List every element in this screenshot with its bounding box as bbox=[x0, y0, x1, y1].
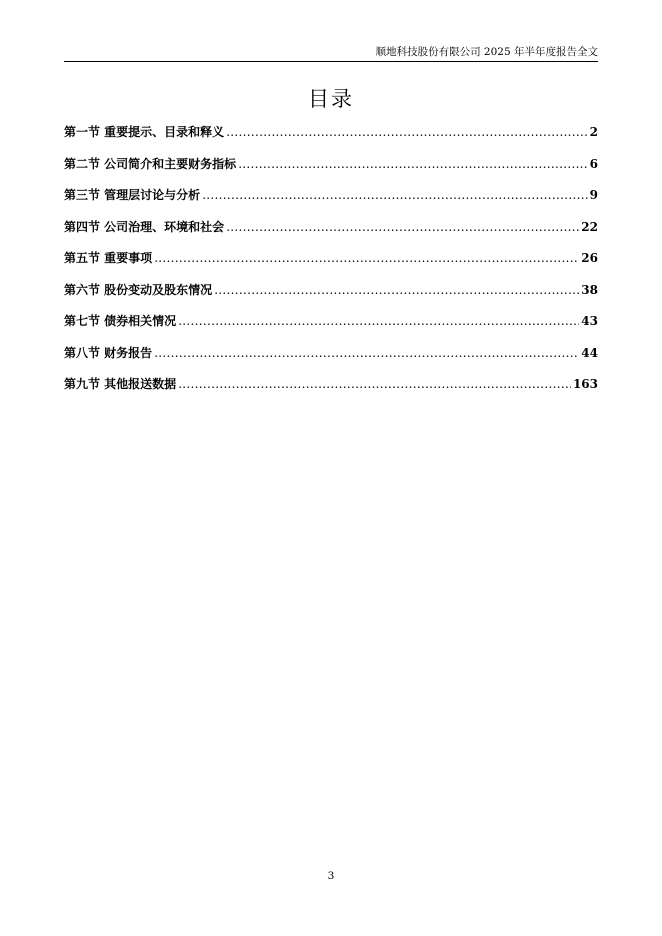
toc-leader-dots bbox=[214, 282, 579, 298]
toc-entry-page: 38 bbox=[581, 282, 598, 297]
toc-entry[interactable] bbox=[64, 250, 598, 282]
toc-leader-dots bbox=[154, 345, 579, 361]
toc-entry-label: 第一节 重要提示、目录和释义 bbox=[64, 125, 225, 139]
toc-entry-page: 6 bbox=[589, 156, 598, 171]
toc-entry-page: 44 bbox=[581, 345, 598, 360]
toc-entry-label: 第六节 股份变动及股东情况 bbox=[64, 282, 213, 297]
toc-leader-dots bbox=[226, 124, 587, 140]
toc-entry-label: 第四节 公司治理、环境和社会 bbox=[64, 219, 225, 234]
toc-entry-label: 第八节 财务报告 bbox=[64, 345, 153, 360]
toc-entry-label: 第九节 其他报送数据 bbox=[64, 377, 177, 391]
toc-entry[interactable] bbox=[64, 376, 598, 408]
page-title: 目录 bbox=[308, 87, 354, 111]
toc-leader-dots bbox=[178, 376, 571, 392]
toc-entry-label: 第三节 管理层讨论与分析 bbox=[64, 188, 201, 202]
toc-entry-page: 26 bbox=[581, 251, 598, 265]
running-header: 顺地科技股份有限公司 2025 年半年度报告全文 bbox=[375, 46, 598, 58]
toc-entry[interactable] bbox=[64, 219, 598, 251]
toc-entry-page: 9 bbox=[589, 188, 598, 202]
toc-entry[interactable] bbox=[64, 187, 598, 219]
toc-entry[interactable] bbox=[64, 156, 598, 188]
table-of-contents bbox=[64, 124, 598, 408]
toc-leader-dots bbox=[226, 219, 579, 235]
toc-entry-label: 第二节 公司简介和主要财务指标 bbox=[64, 156, 237, 171]
toc-leader-dots bbox=[238, 156, 587, 172]
toc-leader-dots bbox=[154, 250, 579, 266]
toc-entry[interactable] bbox=[64, 313, 598, 345]
toc-entry-label: 第七节 债券相关情况 bbox=[64, 314, 177, 328]
header-divider bbox=[64, 61, 598, 62]
toc-entry-label: 第五节 重要事项 bbox=[64, 251, 153, 265]
toc-entry[interactable] bbox=[64, 345, 598, 377]
toc-entry-page: 2 bbox=[589, 125, 598, 139]
toc-entry-page: 163 bbox=[572, 377, 598, 391]
toc-entry-page: 22 bbox=[581, 219, 598, 234]
toc-entry-page: 43 bbox=[581, 314, 598, 328]
toc-leader-dots bbox=[202, 187, 587, 203]
page-number: 3 bbox=[327, 870, 335, 882]
toc-leader-dots bbox=[178, 313, 579, 329]
toc-entry[interactable] bbox=[64, 282, 598, 314]
toc-entry[interactable] bbox=[64, 124, 598, 156]
